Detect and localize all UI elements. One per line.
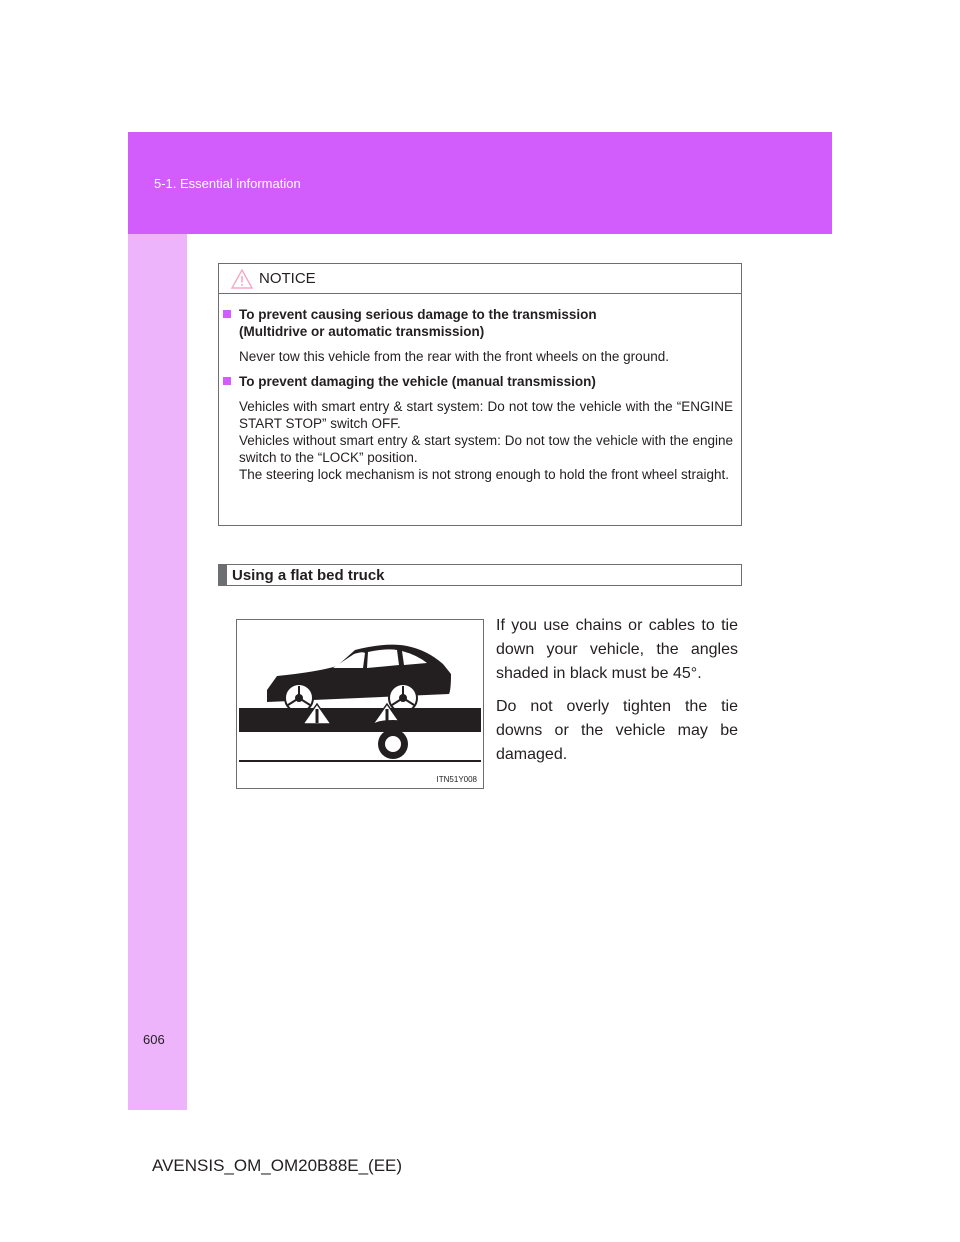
notice-item-heading	[223, 373, 737, 390]
notice-paragraph: Vehicles with smart entry & start system: Do not tow the vehicle with the “ENGINE START STOP” switch OFF.	[239, 399, 733, 431]
side-strip	[128, 234, 187, 1110]
body-paragraph: Do not overly tighten the tie downs or the vehicle may be damaged.	[496, 698, 738, 763]
flat-bed-truck-figure	[236, 619, 484, 789]
notice-paragraph: Vehicles without smart entry & start system: Do not tow the vehicle with the engine switch to the “LOCK” position.	[239, 433, 733, 465]
truck-wheel-icon	[378, 729, 408, 759]
square-bullet-icon	[223, 377, 231, 385]
body-text	[496, 614, 738, 776]
notice-item-heading-line: To prevent damaging the vehicle (manual transmission)	[239, 374, 596, 389]
footer-code: AVENSIS_OM_OM20B88E_(EE)	[152, 1156, 403, 1175]
section-heading-marker	[219, 565, 227, 585]
figure-code: ITN51Y008	[436, 775, 477, 784]
notice-box	[218, 263, 742, 526]
warning-triangle-icon	[231, 269, 253, 289]
notice-paragraph: The steering lock mechanism is not strong enough to hold the front wheel straight.	[239, 467, 730, 482]
section-heading-text: Using a flat bed truck	[232, 567, 385, 584]
notice-item-text	[223, 398, 737, 483]
notice-title: NOTICE	[259, 270, 316, 287]
notice-body	[219, 294, 741, 483]
car-on-flat-bed-illustration	[237, 620, 483, 788]
notice-item-heading-line: (Multidrive or automatic transmission)	[239, 324, 485, 339]
notice-item-heading	[223, 306, 737, 340]
notice-header	[219, 264, 741, 294]
notice-item-heading-line: To prevent causing serious damage to the transmission	[239, 307, 597, 322]
notice-item-text: Never tow this vehicle from the rear with the front wheels on the ground.	[239, 349, 669, 364]
page-number: 606	[143, 1032, 165, 1047]
rear-wheel-icon	[389, 684, 417, 712]
body-paragraph: If you use chains or cables to tie down your vehicle, the angles shaded in black must be 45°.	[496, 617, 738, 682]
section-heading	[218, 564, 742, 586]
square-bullet-icon	[223, 310, 231, 318]
section-breadcrumb: 5-1. Essential information	[154, 176, 301, 191]
front-wheel-icon	[285, 684, 313, 712]
